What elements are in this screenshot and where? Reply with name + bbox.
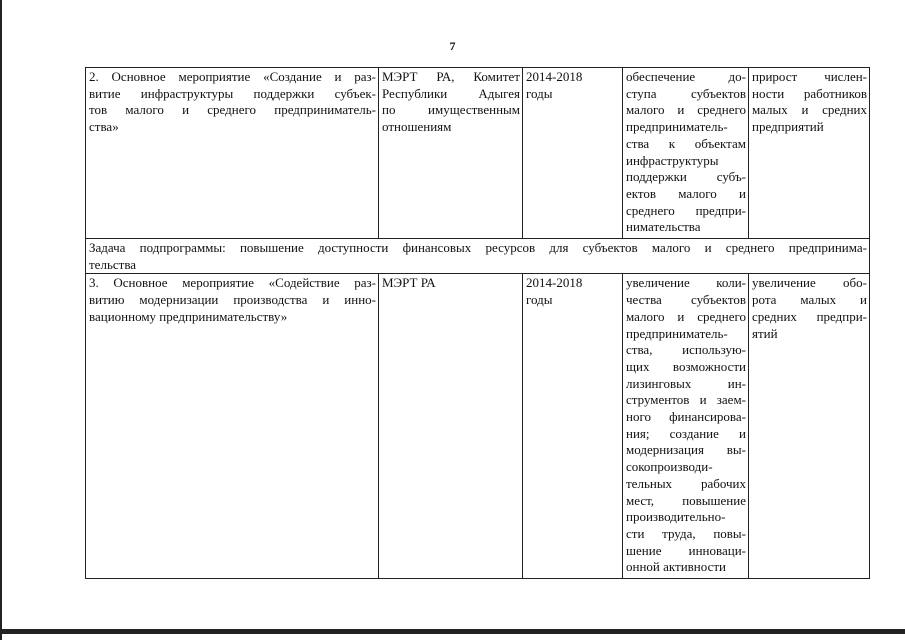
text-line: обеспечение до- — [626, 69, 746, 84]
text-line: ния; создание и — [626, 425, 746, 441]
page-number: 7 — [449, 39, 456, 53]
page-left-edge — [0, 0, 2, 640]
text-line: малого и среднего — [626, 308, 746, 324]
text-line: модернизация вы- — [626, 442, 746, 458]
text-line: Задача подпрограммы: повышение доступности финансовых ресурсов для субъектов малого и среднего предпринима- — [89, 240, 867, 255]
text-line: среднего предпри- — [626, 202, 746, 218]
text-line: щих возможности — [626, 358, 746, 374]
text-line: инфраструктуры — [626, 152, 719, 168]
text-line: сти труда, повы- — [626, 525, 746, 541]
text-line: мест, повышение — [626, 492, 746, 508]
table-row — [86, 68, 870, 239]
text-line: витие инфраструктуры поддержки субъек- — [89, 85, 376, 101]
text-line: тельства — [89, 256, 137, 272]
text-line: производительно- — [626, 509, 726, 525]
text-line: МЭРТ РА — [382, 275, 436, 291]
measure-cell — [86, 274, 379, 579]
period-cell — [523, 274, 623, 579]
page-bottom-edge — [0, 629, 905, 634]
text-line: ятий — [752, 325, 778, 341]
text-line: чества субъектов — [626, 292, 746, 308]
table-row — [86, 239, 870, 274]
text-line: ного финансирова- — [626, 409, 746, 425]
text-line: поддержки субъ- — [626, 169, 746, 185]
text-line: тельных рабочих — [626, 475, 746, 491]
measure-cell — [86, 68, 379, 239]
text-line: витию модернизации производства и инно- — [89, 292, 376, 308]
indicator-cell — [749, 68, 870, 239]
text-line: МЭРТ РА, Комитет — [382, 69, 520, 84]
text-line: отношениям — [382, 119, 452, 135]
period-cell — [523, 68, 623, 239]
text-line: сокопроизводи- — [626, 459, 713, 475]
text-line: онной активности — [626, 559, 727, 575]
text-line: лизинговых ин- — [626, 375, 746, 391]
text-line: увеличение коли- — [626, 275, 746, 291]
indicator-cell — [749, 274, 870, 579]
result-cell — [623, 274, 749, 579]
text-line: годы — [526, 292, 553, 308]
text-line: по имущественным — [382, 102, 520, 118]
text-line: предприниматель- — [626, 119, 728, 135]
text-line: тов малого и среднего предприниматель- — [89, 102, 376, 118]
text-line: 2014-2018 — [526, 275, 583, 291]
text-line: увеличение обо- — [752, 275, 867, 291]
text-line: струментов и заем- — [626, 392, 746, 408]
executor-cell — [379, 68, 523, 239]
measures-table — [85, 67, 870, 579]
text-line: 2014-2018 — [526, 69, 583, 84]
text-line: прирост числен- — [752, 69, 867, 84]
result-cell — [623, 68, 749, 239]
text-line: 2. Основное мероприятие «Создание и раз- — [89, 69, 376, 84]
task-cell — [86, 239, 870, 274]
text-line: ства, использую- — [626, 342, 746, 358]
text-line: нимательства — [626, 219, 701, 235]
text-line: малого и среднего — [626, 102, 746, 118]
text-line: ступа субъектов — [626, 85, 746, 101]
text-line: ности работников — [752, 85, 867, 101]
text-line: средних предпри- — [752, 308, 867, 324]
text-line: предприниматель- — [626, 325, 728, 341]
text-line: ектов малого и — [626, 185, 746, 201]
text-line: предприятий — [752, 119, 824, 135]
text-line: ства» — [89, 119, 119, 135]
text-line: ства к объектам — [626, 135, 746, 151]
text-line: 3. Основное мероприятие «Содействие раз- — [89, 275, 376, 291]
table-row — [86, 274, 870, 579]
text-line: вационному предпринимательству» — [89, 308, 288, 324]
text-line: Республики Адыгея — [382, 85, 520, 101]
text-line: рота малых и — [752, 292, 867, 308]
text-line: годы — [526, 85, 553, 101]
text-line: малых и средних — [752, 102, 867, 118]
text-line: шение инноваци- — [626, 542, 746, 558]
executor-cell — [379, 274, 523, 579]
